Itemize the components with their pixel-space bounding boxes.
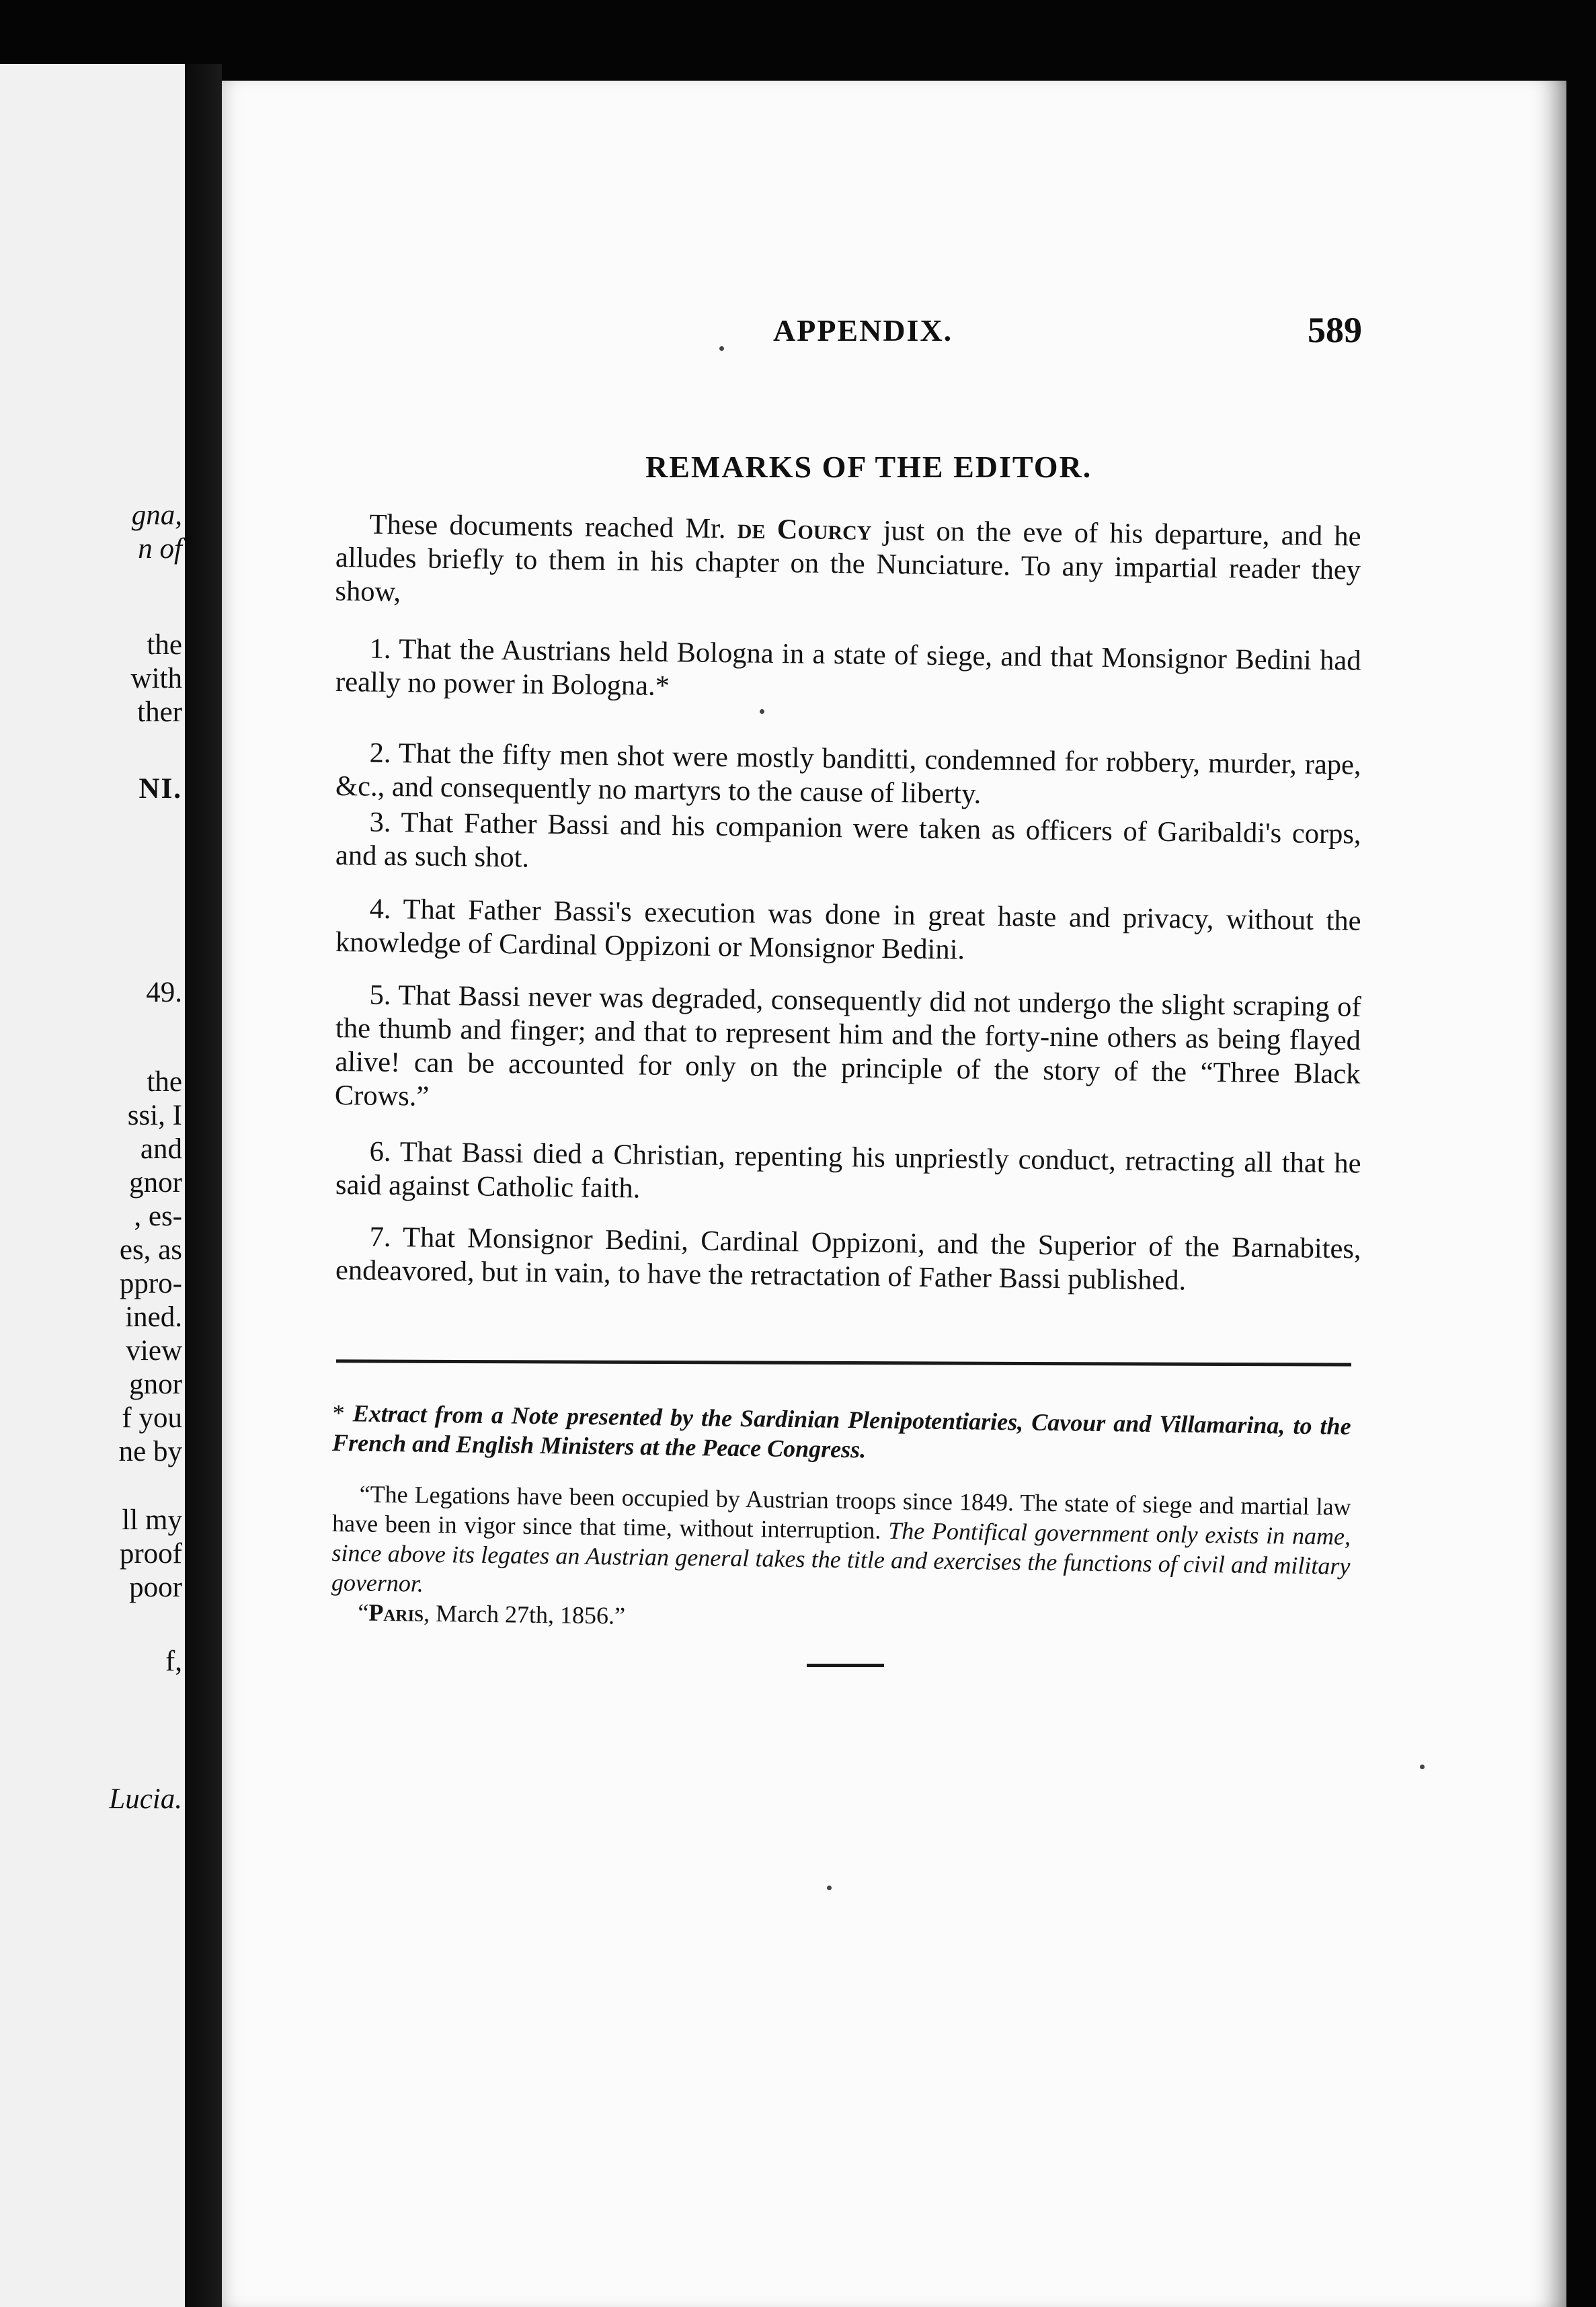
facing-page-line: view	[126, 1335, 182, 1367]
facing-page-line: with	[130, 663, 182, 694]
facing-page-line: , es-	[134, 1201, 182, 1232]
end-rule	[807, 1664, 884, 1667]
point-1: 1. That the Austrians held Bologna in a state of siege, and that Monsignor Bedini had really no power in Bologna.*	[335, 633, 1361, 702]
scan-speck	[760, 709, 764, 714]
section-title: REMARKS OF THE EDITOR.	[645, 450, 1092, 484]
footnote-marker: *	[332, 1400, 354, 1427]
scan-speck	[1420, 1765, 1425, 1769]
facing-page-line: proof	[119, 1538, 182, 1570]
point-3: 3. That Father Bassi and his companion were taken as officers of Garibaldi's corps, and as such shot.	[335, 806, 1361, 874]
facing-page-line: and	[140, 1133, 182, 1165]
facing-page-line: ined.	[125, 1301, 182, 1333]
facing-page-line: gna,	[131, 499, 182, 531]
footnote-quote: “The Legations have been occupied by Austrian troops since 1849. The state of siege and martial law have been in vigor since that time, without interruption. The Pontifical government only exists in name, since above its legates an Austrian general takes the title and exercises the functions of civil and military governor. “Paris, March 27th, 1856.”	[331, 1480, 1351, 1629]
facing-page-line: ppro-	[119, 1268, 182, 1299]
facing-page-line: Lucia.	[109, 1783, 182, 1815]
facing-page-line: gnor	[129, 1167, 182, 1199]
facing-page-line: the	[147, 629, 182, 661]
point-4: 4. That Father Bassi's execution was done in great haste and privacy, without the knowledge of Cardinal Oppizoni or Monsignor Bedini.	[335, 893, 1361, 966]
quote-italic-text: The Pontifical government only exists in name, since above its legates an Austrian general takes the title and exercises the functions of civil and military governor.	[331, 1516, 1351, 1597]
facing-page-line: poor	[129, 1572, 182, 1603]
facing-page-line: the	[147, 1066, 182, 1098]
facing-page-line: gnor	[129, 1369, 182, 1400]
facing-page-fragment	[0, 64, 185, 2307]
facing-page-line: f,	[165, 1646, 182, 1677]
point-7: 7. That Monsignor Bedini, Cardinal Oppizoni, and the Superior of the Barnabites, endeavored, but in vain, to have the retractation of Father Bassi published.	[335, 1221, 1361, 1297]
facing-page-line: es, as	[119, 1234, 182, 1266]
page-number: 589	[1308, 310, 1362, 350]
facing-page-line: ther	[137, 696, 182, 728]
facing-page-line: f you	[122, 1402, 182, 1434]
facing-page-line: ll my	[122, 1504, 182, 1536]
point-6: 6. That Bassi died a Christian, repenting his unpriestly conduct, retracting all that he said against Catholic faith.	[335, 1135, 1361, 1205]
facing-page-line: n of	[138, 533, 182, 565]
book-gutter	[185, 64, 222, 2307]
signoff-date: , March 27th, 1856.”	[423, 1599, 626, 1629]
intro-paragraph	[335, 508, 1361, 621]
intro-text: These documents reached Mr.	[369, 508, 738, 545]
facing-page-line: NI.	[138, 773, 182, 805]
author-name: de Courcy	[737, 513, 872, 547]
page-589	[222, 81, 1566, 2307]
footnote-rule	[336, 1359, 1351, 1366]
scan-speck	[827, 1886, 832, 1890]
signoff-place: Paris	[368, 1598, 424, 1627]
facing-page-line: 49.	[146, 977, 182, 1008]
quote-text: “The Legations have been occupied by Austrian troops since 1849. The state of siege and martial law have been in vigor since that time, without interruption.	[331, 1480, 1351, 1544]
point-5: 5. That Bassi never was degraded, consequently did not undergo the slight scraping of the thumb and finger; and that to represent him and the forty-nine others as being flayed alive! can be accounted for only on the principle of the story of the “Three Black Crows.”	[334, 979, 1361, 1112]
running-head: APPENDIX.	[773, 313, 953, 348]
facing-page-line: ssi, I	[127, 1100, 182, 1131]
point-2: 2. That the fifty men shot were mostly banditti, condemned for robbery, murder, rape, &c., and consequently no martyrs to the cause of liberty.	[335, 737, 1361, 810]
footnote-heading	[332, 1398, 1351, 1471]
facing-page-line: ne by	[118, 1436, 182, 1467]
footnote-title: Extract from a Note presented by the Sardinian Plenipotentiaries, Cavour and Villamarina, to the French and English Ministers at the Peace Congress.	[331, 1400, 1351, 1463]
scan-speck	[719, 346, 724, 351]
intro-text: just on the eve of his departure, and he alludes briefly to them in his chapter on the Nunciature. To any impartial reader they show,	[335, 514, 1361, 608]
